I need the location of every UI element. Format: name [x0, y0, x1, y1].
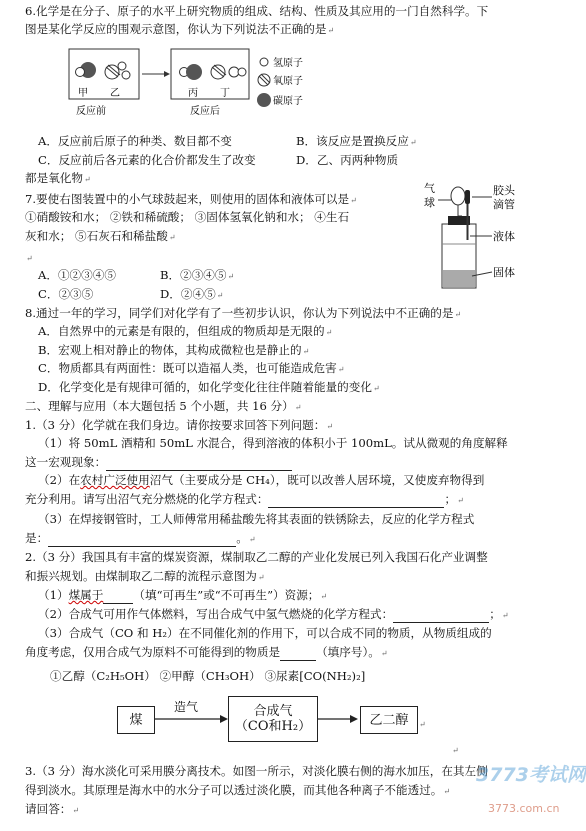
- flow-product-box: 乙二醇: [360, 706, 418, 734]
- p2-sub2-answer-blank[interactable]: [393, 607, 489, 623]
- q6-option-a: A．反应前后原子的种类、数目都不变: [38, 134, 232, 148]
- p2-sub1: （1）煤属于 （填“可再生”或“不可再生”）资源；↵: [38, 588, 328, 602]
- fig-bing-label: 丙: [188, 88, 198, 99]
- q7-option-a: A．①②③④⑤: [38, 268, 116, 282]
- q8-option-b: B．宏观上相对静止的物体，其构成微粒也是静止的↵: [38, 343, 310, 357]
- flow-syngas-box: [228, 696, 318, 742]
- watermark-url: 3773.com.cn: [488, 802, 560, 815]
- p1-sub2-line2: 充分利用。请写出沼气充分燃烧的化学方程式： ；↵: [25, 492, 464, 506]
- q6-reaction-figure: [68, 48, 338, 124]
- fig-jia-label: 甲: [78, 88, 88, 99]
- legend-h: 氢原子: [273, 58, 303, 69]
- p2-sub3-line1: （3）合成气（CO 和 H₂）在不同催化剂的作用下，可以合成不同的物质，从物质组成的: [38, 626, 492, 640]
- p2-sub3-answer-blank[interactable]: [280, 645, 316, 661]
- fig-before-label: 反应前: [76, 106, 106, 117]
- q7-line3: 灰和水； ⑤石灰石和稀盐酸↵: [25, 229, 176, 243]
- q8-stem: 8.通过一年的学习，同学们对化学有了一些初步认识，你认为下列说法中不正确的是↵: [25, 306, 462, 320]
- flow-syngas-label: 合成气: [253, 704, 293, 719]
- label-qi: 气: [424, 182, 435, 195]
- p2-stem-line1: 2.（3 分）我国具有丰富的煤炭资源，煤制取乙二醇的产业化发展已列入我国石化产业调整: [25, 550, 488, 564]
- q6-option-c: C．反应前后各元素的化合价都发生了改变: [38, 153, 256, 167]
- p2-sub1-answer-blank[interactable]: [103, 588, 133, 604]
- flow-coal-box: 煤: [117, 706, 155, 734]
- q7-stem: 7.要使右图装置中的小气球鼓起来，则使用的固体和液体可以是↵: [25, 192, 357, 206]
- q6-option-b: B．该反应是置换反应↵: [296, 134, 417, 148]
- p2-sub2: （2）合成气可用作气体燃料，写出合成气中氢气燃烧的化学方程式： ；↵: [38, 607, 509, 621]
- q6-stem-line1: 6.化学是在分子、原子的水平上研究物质的组成、结构、性质及其应用的一门自然科学。下: [25, 4, 489, 18]
- q6-option-d-cont: 都是氧化物↵: [25, 171, 91, 185]
- legend-c: 碳原子: [273, 96, 303, 107]
- flow-arrow1-label: 造气: [174, 700, 199, 714]
- q8-option-a: A．自然界中的元素是有限的，但组成的物质却是无限的↵: [38, 324, 333, 338]
- q8-option-d: D．化学变化是有规律可循的，如化学变化往往伴随着能量的变化↵: [38, 380, 380, 394]
- p2-options: ①乙醇（C₂H₅OH） ②甲醇（CH₃OH） ③尿素[CO(NH₂)₂]: [50, 669, 366, 683]
- fig-yi-label: 乙: [110, 88, 120, 99]
- p1-sub3-line2: 是： 。↵: [25, 531, 256, 545]
- section-2-title: 二、理解与应用（本大题包括 5 个小题，共 16 分）↵: [25, 399, 302, 413]
- q7-line2: ①硝酸铵和水； ②铁和稀硫酸； ③固体氢氧化钠和水； ④生石: [25, 210, 350, 224]
- label-jiaotou: 胶头: [493, 184, 515, 197]
- p1-sub3-line1: （3）在焊接钢管时，工人师傅常用稀盐酸先将其表面的铁锈除去，反应的化学方程式: [38, 512, 475, 526]
- p2-sub3-line2: 角度考虑，仅用合成气为原料不可能得到的物质是 （填序号）。↵: [25, 645, 388, 659]
- p1-stem: 1.（3 分）化学就在我们身边。请你按要求回答下列问题：↵: [25, 418, 334, 432]
- p1-sub1-answer-blank[interactable]: [106, 455, 292, 471]
- flow-para-mark: ↵: [419, 720, 426, 729]
- q7-apparatus-figure: [422, 180, 552, 292]
- flow-para-mark-2: ↵: [452, 746, 459, 755]
- q7-option-c: C．②③⑤: [38, 287, 94, 301]
- p3-stem-line2: 得到淡水。其原理是海水中的水分子可以透过淡化膜，而其他各种离子不能透过。↵: [25, 783, 451, 797]
- p1-sub1-line1: （1）将 50mL 酒精和 50mL 水混合，得到溶液的体积小于 100mL。试从微观的角度解释: [38, 436, 508, 450]
- p1-sub1-line2: 这一宏观现象：: [25, 455, 292, 471]
- label-guti: 固体: [493, 266, 515, 279]
- p1-sub2-answer-blank[interactable]: [268, 492, 444, 508]
- p1-sub2-line1: （2）在农村广泛使用沼气（主要成分是 CH₄），既可以改善人居环境，又使废弃物得到: [38, 473, 485, 487]
- label-diguan: 滴管: [493, 198, 515, 211]
- p1-sub3-answer-blank[interactable]: [48, 531, 236, 547]
- legend-o: 氧原子: [273, 76, 303, 87]
- label-qiu: 球: [424, 196, 435, 209]
- q7-option-b: B．②③④⑤↵: [160, 268, 235, 282]
- watermark-logo: 3773考试网: [476, 764, 586, 786]
- q7-blank-mark: ↵: [26, 254, 33, 263]
- q8-option-c: C．物质都具有两面性：既可以造福人类，也可能造成危害↵: [38, 361, 345, 375]
- q6-stem-line2: 图是某化学反应的围观示意图，你认为下列说法不正确的是↵: [25, 22, 335, 36]
- p3-stem-line3: 请回答：↵: [25, 802, 80, 816]
- q6-option-d: D．乙、丙两种物质: [296, 153, 399, 167]
- label-yeti: 液体: [493, 230, 515, 243]
- flow-syngas-formula: （CO和H₂）: [234, 719, 312, 734]
- p2-stem-line2: 和振兴规划。由煤制取乙二醇的流程示意图为↵: [25, 569, 265, 583]
- fig-ding-label: 丁: [220, 88, 230, 99]
- fig-after-label: 反应后: [190, 106, 220, 117]
- p3-stem-line1: 3.（3 分）海水淡化可采用膜分离技术。如图一所示，对淡化膜右侧的海水加压，在其左侧: [25, 764, 488, 778]
- q7-option-d: D．②④⑤↵: [160, 287, 224, 301]
